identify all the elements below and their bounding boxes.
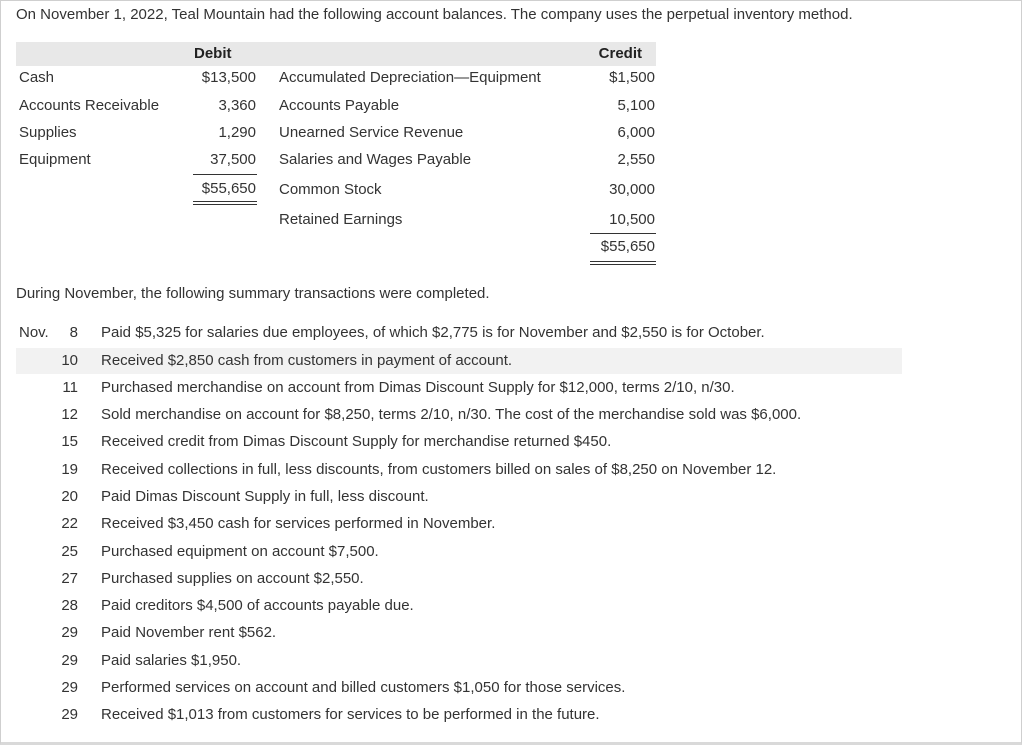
credit-amount: 5,100 xyxy=(617,97,655,114)
transaction-text: Performed services on account and billed customers $1,050 for those services. xyxy=(101,679,626,696)
transaction-day: 8 xyxy=(69,324,78,341)
transaction-text: Received credit from Dimas Discount Supply for merchandise returned $450. xyxy=(101,433,612,450)
transaction-row xyxy=(16,375,902,401)
transaction-day: 29 xyxy=(61,652,78,669)
transaction-text: Received $2,850 cash from customers in payment of account. xyxy=(101,352,513,369)
transaction-row xyxy=(16,320,902,346)
table-header-bar xyxy=(16,42,656,66)
credit-amount: $1,500 xyxy=(609,69,655,86)
credit-double-rule xyxy=(590,261,656,262)
transaction-text: Paid $5,325 for salaries due employees, of which $2,775 is for November and $2,550 is for October. xyxy=(101,324,765,341)
transaction-text: Received collections in full, less discounts, from customers billed on sales of $8,250 on November 12. xyxy=(101,461,777,478)
transaction-day: 25 xyxy=(61,543,78,560)
transaction-row xyxy=(16,675,902,701)
debit-account: Cash xyxy=(19,69,55,86)
debit-double-rule xyxy=(193,204,257,205)
credit-amount: 10,500 xyxy=(609,211,655,228)
debit-total: $55,650 xyxy=(201,180,256,197)
credit-header: Credit xyxy=(598,45,642,62)
credit-account: Retained Earnings xyxy=(279,211,403,228)
month-label: Nov. xyxy=(19,324,49,341)
transaction-day: 29 xyxy=(61,624,78,641)
transaction-text: Purchased equipment on account $7,500. xyxy=(101,543,379,560)
credit-total-rule xyxy=(590,233,656,234)
credit-account: Salaries and Wages Payable xyxy=(279,151,472,168)
transaction-row xyxy=(16,593,902,619)
transaction-day: 12 xyxy=(61,406,78,423)
transaction-day: 29 xyxy=(61,706,78,723)
debit-double-rule xyxy=(193,201,257,202)
debit-amount: 37,500 xyxy=(210,151,256,168)
debit-amount: $13,500 xyxy=(201,69,256,86)
transaction-day: 27 xyxy=(61,570,78,587)
transaction-row xyxy=(16,348,902,374)
transaction-row xyxy=(16,539,902,565)
credit-double-rule xyxy=(590,264,656,265)
transaction-text: Purchased merchandise on account from Dimas Discount Supply for $12,000, terms 2/10, n/30. xyxy=(101,379,735,396)
credit-account: Accounts Payable xyxy=(279,97,400,114)
transaction-row xyxy=(16,457,902,483)
credit-amount: 2,550 xyxy=(617,151,655,168)
during-text: During November, the following summary transactions were completed. xyxy=(16,285,490,302)
transaction-row xyxy=(16,702,902,728)
transaction-day: 19 xyxy=(61,461,78,478)
debit-amount: 1,290 xyxy=(218,124,256,141)
transaction-text: Received $1,013 from customers for services to be performed in the future. xyxy=(101,706,600,723)
debit-account: Accounts Receivable xyxy=(19,97,160,114)
debit-header: Debit xyxy=(194,45,232,62)
transaction-row xyxy=(16,511,902,537)
transaction-text: Paid salaries $1,950. xyxy=(101,652,242,669)
debit-account: Equipment xyxy=(19,151,91,168)
credit-account: Accumulated Depreciation—Equipment xyxy=(279,69,541,86)
transaction-text: Paid creditors $4,500 of accounts payable due. xyxy=(101,597,414,614)
transaction-row xyxy=(16,429,902,455)
transaction-day: 28 xyxy=(61,597,78,614)
transaction-day: 10 xyxy=(61,352,78,369)
transaction-day: 20 xyxy=(61,488,78,505)
transaction-day: 29 xyxy=(61,679,78,696)
intro-text: On November 1, 2022, Teal Mountain had the following account balances. The company uses the perpetual inventory method. xyxy=(16,6,853,23)
transaction-day: 15 xyxy=(61,433,78,450)
transaction-day: 11 xyxy=(62,379,78,396)
transaction-row xyxy=(16,484,902,510)
credit-account: Unearned Service Revenue xyxy=(279,124,464,141)
transaction-row xyxy=(16,620,902,646)
debit-account: Supplies xyxy=(19,124,77,141)
transaction-day: 22 xyxy=(61,515,78,532)
credit-account: Common Stock xyxy=(279,181,382,198)
transaction-row xyxy=(16,648,902,674)
balances-table xyxy=(0,0,1024,280)
transaction-text: Sold merchandise on account for $8,250, terms 2/10, n/30. The cost of the merchandise sold was $6,000. xyxy=(101,406,802,423)
transaction-row xyxy=(16,402,902,428)
credit-amount: 6,000 xyxy=(617,124,655,141)
transaction-row xyxy=(16,566,902,592)
transaction-text: Received $3,450 cash for services performed in November. xyxy=(101,515,496,532)
credit-total: $55,650 xyxy=(600,238,655,255)
transaction-text: Purchased supplies on account $2,550. xyxy=(101,570,364,587)
credit-amount: 30,000 xyxy=(609,181,655,198)
debit-amount: 3,360 xyxy=(218,97,256,114)
debit-total-rule xyxy=(193,174,257,175)
transaction-text: Paid Dimas Discount Supply in full, less discount. xyxy=(101,488,429,505)
transaction-text: Paid November rent $562. xyxy=(101,624,277,641)
